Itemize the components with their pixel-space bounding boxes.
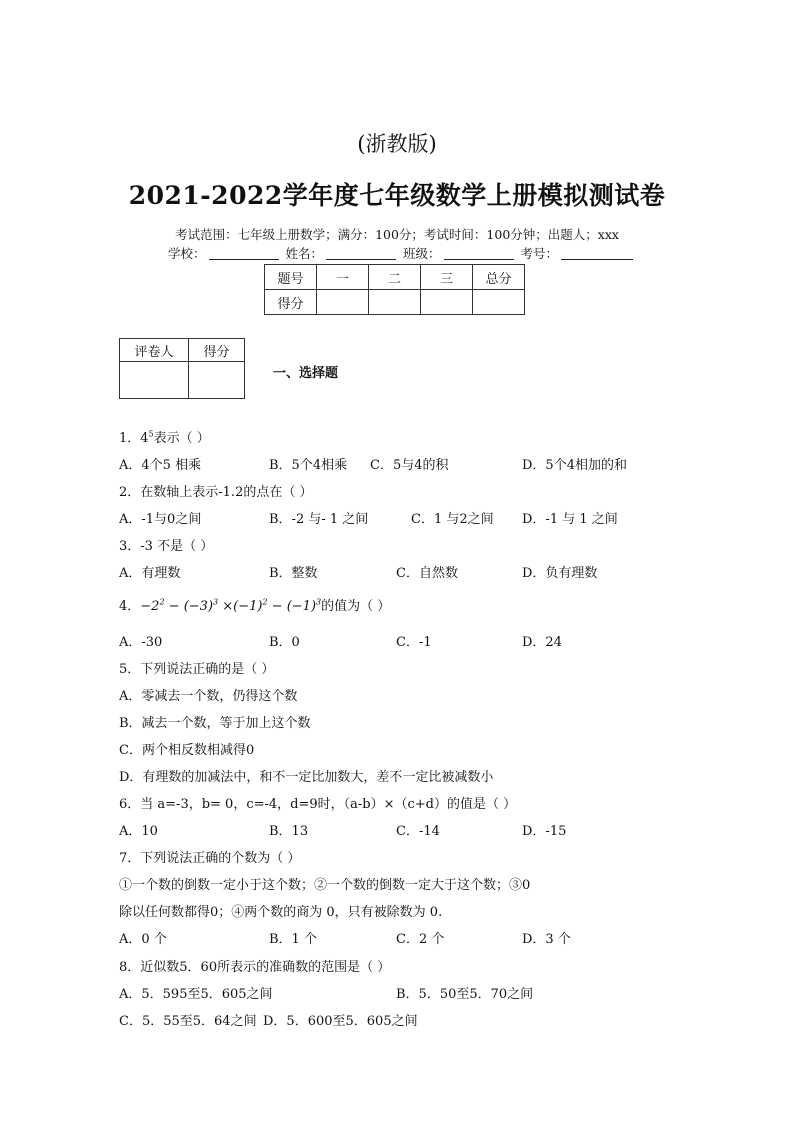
q5-option-c[interactable]: C．两个相反数相减得0 (119, 743, 255, 758)
q5-option-b[interactable]: B．减去一个数，等于加上这个数 (119, 716, 311, 731)
q6-option-a[interactable]: A．10 (119, 824, 158, 839)
q7-option-b[interactable]: B．1 个 (269, 932, 317, 947)
q2-option-d[interactable]: D．-1 与 1 之间 (522, 512, 618, 527)
school-blank[interactable] (209, 247, 279, 260)
exam-number-label: 考号： (520, 246, 559, 261)
q4-option-d[interactable]: D．24 (522, 635, 562, 650)
question-1-stem (119, 427, 210, 446)
score-header-cell: 总分 (473, 265, 525, 290)
score-row-label: 得分 (265, 290, 317, 315)
grader-body-row (120, 362, 245, 399)
question-6-stem: 6．当 a=-3，b= 0，c=-4，d=9时，（a-b）×（c+d）的值是（ ） (119, 797, 517, 812)
question-2-stem: 2．在数轴上表示-1.2的点在（ ） (119, 485, 313, 500)
score-table-score-row (265, 290, 525, 315)
score-header-cell: 三 (421, 265, 473, 290)
q7-statement-line: 除以任何数都得0；④两个数的商为 0，只有被除数为 0. (119, 905, 443, 920)
q4-exp: 3 (213, 597, 219, 607)
score-header-cell: 一 (317, 265, 369, 290)
question-8-stem: 8．近似数5．60所表示的准确数的范围是（ ） (119, 960, 391, 975)
q6-option-c[interactable]: C．-14 (396, 824, 440, 839)
question-4-stem (119, 595, 390, 614)
q7-option-a[interactable]: A．0 个 (119, 932, 167, 947)
score-cell[interactable] (421, 290, 473, 315)
q7-option-c[interactable]: C．2 个 (396, 932, 445, 947)
student-info-row (168, 244, 636, 262)
score-cell[interactable] (369, 290, 421, 315)
grader-cell[interactable] (120, 362, 189, 399)
question-7-stem: 7．下列说法正确的个数为（ ） (119, 851, 301, 866)
q6-option-b[interactable]: B．13 (269, 824, 309, 839)
q4-option-a[interactable]: A．-30 (119, 635, 163, 650)
q1-stem-post: 表示（ ） (153, 431, 210, 446)
q4-option-b[interactable]: B．0 (269, 635, 300, 650)
score-table (264, 264, 525, 315)
q5-option-a[interactable]: A．零减去一个数，仍得这个数 (119, 689, 298, 704)
school-label: 学校： (168, 246, 206, 261)
q4-stem-pre: 4． (119, 599, 141, 614)
score-cell[interactable] (473, 290, 525, 315)
q1-option-d[interactable]: D．5个4相加的和 (522, 458, 627, 473)
q3-option-d[interactable]: D．负有理数 (522, 566, 598, 581)
q2-option-b[interactable]: B．-2 与- 1 之间 (269, 512, 369, 527)
section-heading: 一、选择题 (273, 366, 339, 381)
q6-option-d[interactable]: D．-15 (522, 824, 567, 839)
q1-option-b[interactable]: B．5个4相乘 (269, 458, 348, 473)
exam-info: 考试范围：七年级上册数学；满分：100分；考试时间：100分钟；出题人；xxx (175, 227, 619, 242)
q1-option-a[interactable]: A．4个5 相乘 (119, 458, 202, 473)
q3-option-a[interactable]: A．有理数 (119, 566, 181, 581)
q8-option-d[interactable]: D．5．600至5．605之间 (263, 1014, 418, 1029)
q4-term: − (−3) (164, 599, 214, 614)
q5-option-d[interactable]: D．有理数的加减法中，和不一定比加数大，差不一定比被减数小 (119, 770, 494, 785)
score-cell[interactable] (317, 290, 369, 315)
grader-header-row (120, 339, 245, 362)
q1-option-c[interactable]: C．5与4的积 (370, 458, 449, 473)
q4-term: −2 (140, 599, 160, 614)
q2-option-a[interactable]: A．-1与0之间 (119, 512, 202, 527)
q8-option-c[interactable]: C．5．55至5．64之间 (119, 1014, 257, 1029)
q7-statement-line: ①一个数的倒数一定小于这个数；②一个数的倒数一定大于这个数；③0 (119, 878, 531, 893)
score-header-cell: 题号 (265, 265, 317, 290)
q1-exponent: 5 (148, 429, 154, 439)
question-3-stem: 3．-3 不是（ ） (119, 539, 214, 554)
q4-exp: 2 (262, 597, 268, 607)
q3-option-b[interactable]: B．整数 (269, 566, 318, 581)
name-blank[interactable] (326, 247, 396, 260)
grader-table (119, 338, 245, 399)
q4-term: ×(−1) (218, 599, 263, 614)
question-5-stem: 5．下列说法正确的是（ ） (119, 662, 275, 677)
page-title: 2021-2022学年度七年级数学上册模拟测试卷 (128, 181, 666, 210)
score-header-cell: 二 (369, 265, 421, 290)
q4-exp: 3 (316, 597, 322, 607)
q4-term: − (−1) (267, 599, 317, 614)
q4-stem-post: 的值为（ ） (321, 599, 391, 614)
q4-formula (140, 599, 321, 614)
q2-option-c[interactable]: C．1 与2之间 (411, 512, 494, 527)
edition-label: (浙教版) (357, 132, 437, 156)
q4-exp: 2 (159, 597, 165, 607)
exam-number-blank[interactable] (561, 247, 633, 260)
class-label: 班级： (403, 246, 441, 261)
q8-option-a[interactable]: A．5．595至5．605之间 (119, 987, 273, 1002)
grader-header-cell: 得分 (189, 339, 245, 362)
grader-header-cell: 评卷人 (120, 339, 189, 362)
q4-option-c[interactable]: C．-1 (396, 635, 432, 650)
score-table-header-row (265, 265, 525, 290)
q8-option-b[interactable]: B．5．50至5．70之间 (396, 987, 534, 1002)
q1-stem-pre: 1．4 (119, 431, 149, 446)
q3-option-c[interactable]: C．自然数 (396, 566, 458, 581)
class-blank[interactable] (444, 247, 514, 260)
grader-cell[interactable] (189, 362, 245, 399)
name-label: 姓名： (285, 246, 324, 261)
q7-option-d[interactable]: D．3 个 (522, 932, 571, 947)
